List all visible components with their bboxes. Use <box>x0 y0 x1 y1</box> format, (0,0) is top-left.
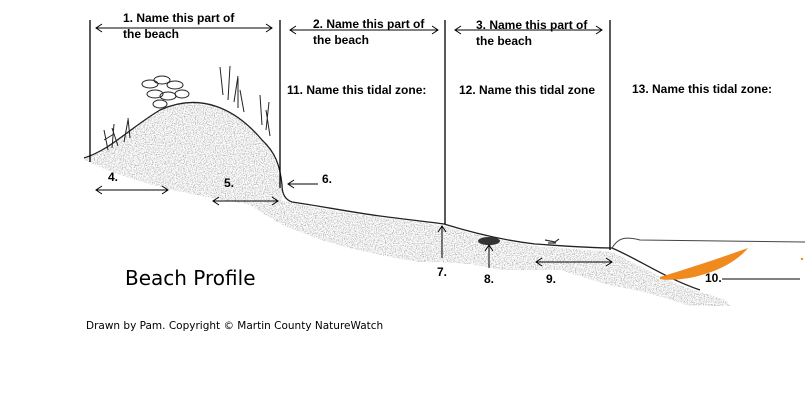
header-2-line2: the beach <box>313 33 370 47</box>
water <box>612 238 805 248</box>
header-1-line1: 1. Name this part of <box>123 11 235 25</box>
marker-9: 9. <box>546 272 557 286</box>
marker-5: 5. <box>224 176 235 190</box>
seaweed-highlight <box>660 248 748 280</box>
copyright-credit: Drawn by Pam. Copyright © Martin County NatureWatch <box>86 320 384 332</box>
wrack-line-debris <box>478 237 500 245</box>
zone-12-label: 12. Name this tidal zone <box>459 83 596 97</box>
header-2-line1: 2. Name this part of <box>313 17 425 31</box>
marker-10: 10. <box>705 271 722 285</box>
header-3-line1: 3. Name this part of <box>476 18 588 32</box>
header-3-line2: the beach <box>476 34 533 48</box>
seaweed-dot <box>801 258 803 260</box>
zone-13-label: 13. Name this tidal zone: <box>632 82 773 96</box>
diagram-title: Beach Profile <box>125 266 256 290</box>
marker-7: 7. <box>437 265 448 279</box>
header-1-line2: the beach <box>123 27 180 41</box>
zone-11-label: 11. Name this tidal zone: <box>287 83 427 97</box>
marker-4: 4. <box>108 170 119 184</box>
shell-debris <box>545 239 559 243</box>
marker-6: 6. <box>322 172 333 186</box>
marker-8: 8. <box>484 272 495 286</box>
